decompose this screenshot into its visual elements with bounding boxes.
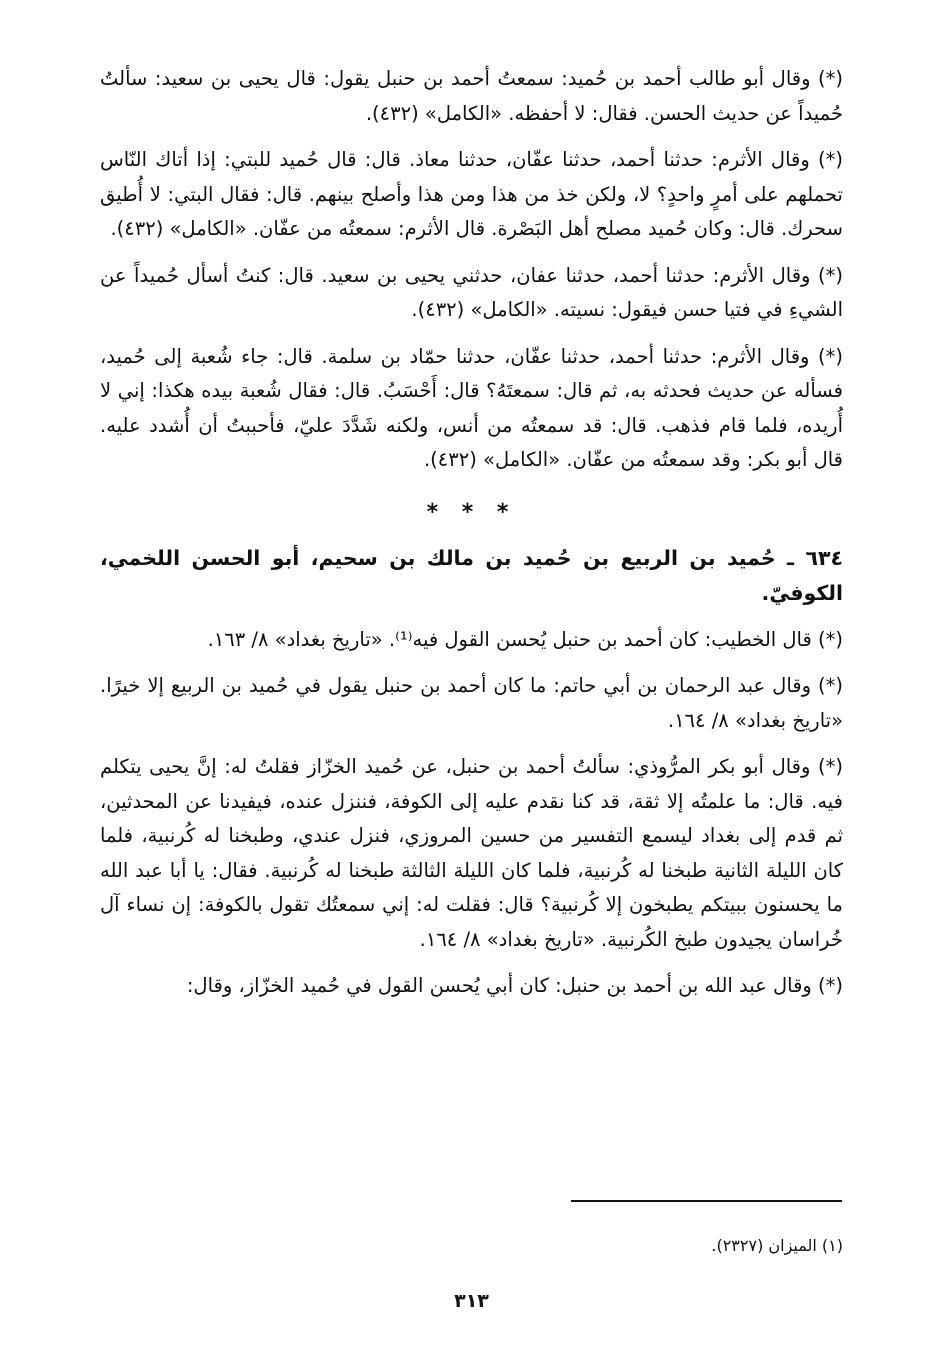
paragraph-8: (*) وقال عبد الله بن أحمد بن حنبل: كان أبي يُحسن القول في حُميد الخزّاز، وقال: (186, 974, 843, 997)
page-body (100, 62, 843, 1016)
paragraph-4: (*) وقال الأثرم: حدثنا أحمد، حدثنا عفّان، حدثنا حمّاد بن سلمة. قال: جاء شُعبة إلى حُميد، فسأله عن حديث فحدثه به، ثم قال: سمعتَهُ؟ قال: أَحْسَبُ. قال: فقال شُعبة بيده هكذا: إني لا أُريده، فلما قام فذهب. قال: قد سمعتُه من أنس، ولكنه شَدَّدَ عليّ، فأحببتُ أن أُشدد عليه. قال أبو بكر: وقد سمعتُه من عفّان. «الكامل» (٤٣٢). (100, 344, 843, 471)
entry-title: ٦٣٤ ـ حُميد بن الربيع بن حُميد بن مالك بن سحيم، أبو الحسن اللخمي، الكوفيّ. (100, 545, 843, 605)
paragraph-6: (*) وقال عبد الرحمان بن أبي حاتم: ما كان أحمد بن حنبل يقول في حُميد بن الربيع إلا خيرًا. «تاريخ بغداد» ٨/ ١٦٤. (100, 674, 843, 732)
paragraph-5: (*) قال الخطيب: كان أحمد بن حنبل يُحسن القول فيه⁽¹⁾. «تاريخ بغداد» ٨/ ١٦٣. (207, 627, 843, 651)
footnote: (١) الميزان (٢٣٢٧). (711, 1236, 843, 1255)
footnote-divider (571, 1200, 842, 1202)
paragraph-1: (*) وقال أبو طالب أحمد بن حُميد: سمعتُ أحمد بن حنبل يقول: قال يحيى بن سعيد: سألتُ حُميداً عن حديث الحسن. فقال: لا أحفظه. «الكامل» (٤٣٢). (100, 67, 843, 125)
section-separator: * * * (426, 499, 517, 525)
paragraph-3: (*) وقال الأثرم: حدثنا أحمد، حدثنا عفان، حدثني يحيى بن سعيد. قال: كنتُ أسأل حُميداً عن الشيءِ في فتيا حسن فيقول: نسيته. «الكامل» (٤٣٢). (100, 263, 843, 321)
paragraph-2: (*) وقال الأثرم: حدثنا أحمد، حدثنا عفّان، حدثنا معاذ. قال: قال حُميد للبتي: إذا أتاك النّاس تحملهم على أمرٍ واحدٍ؟ لا، ولكن خذ من هذا ومن هذا وأصلح بينهم. قال: فقال البتي: لا أُطيق سحرك. قال: وكان حُميد مصلح أهل البَصْرة. قال الأثرم: سمعتُه من عفّان. «الكامل» (٤٣٢). (100, 148, 843, 240)
paragraph-7: (*) وقال أبو بكر المرُّوذي: سألتُ أحمد بن حنبل، عن حُميد الخزّاز فقلتُ له: إنَّ يحيى يتكلم فيه. قال: ما علمتُه إلا ثقة، قد كنا نقدم عليه إلى الكوفة، فننزل عنده، فيفيدنا عن المحدثين، ثم قدم إلى بغداد ليسمع التفسير من حسين المروزي، فنزل عندي، وطبخنا له كُرنبية، فلما كان الليلة الثانية طبخنا له كُرنبية، فلما كان الليلة الثالثة طبخنا له كُرنبية. فقال: يا أبا عبد الله ما يحسنون ببيتكم يطبخون إلا كُرنبية؟ قال: فقلت له: إني سمعتُك تقول بالكوفة: إن نساء آل خُراسان يجيدون طبخ الكُرنبية. «تاريخ بغداد» ٨/ ١٦٤. (100, 755, 843, 951)
page-number: ٣١٣ (454, 1290, 489, 1312)
